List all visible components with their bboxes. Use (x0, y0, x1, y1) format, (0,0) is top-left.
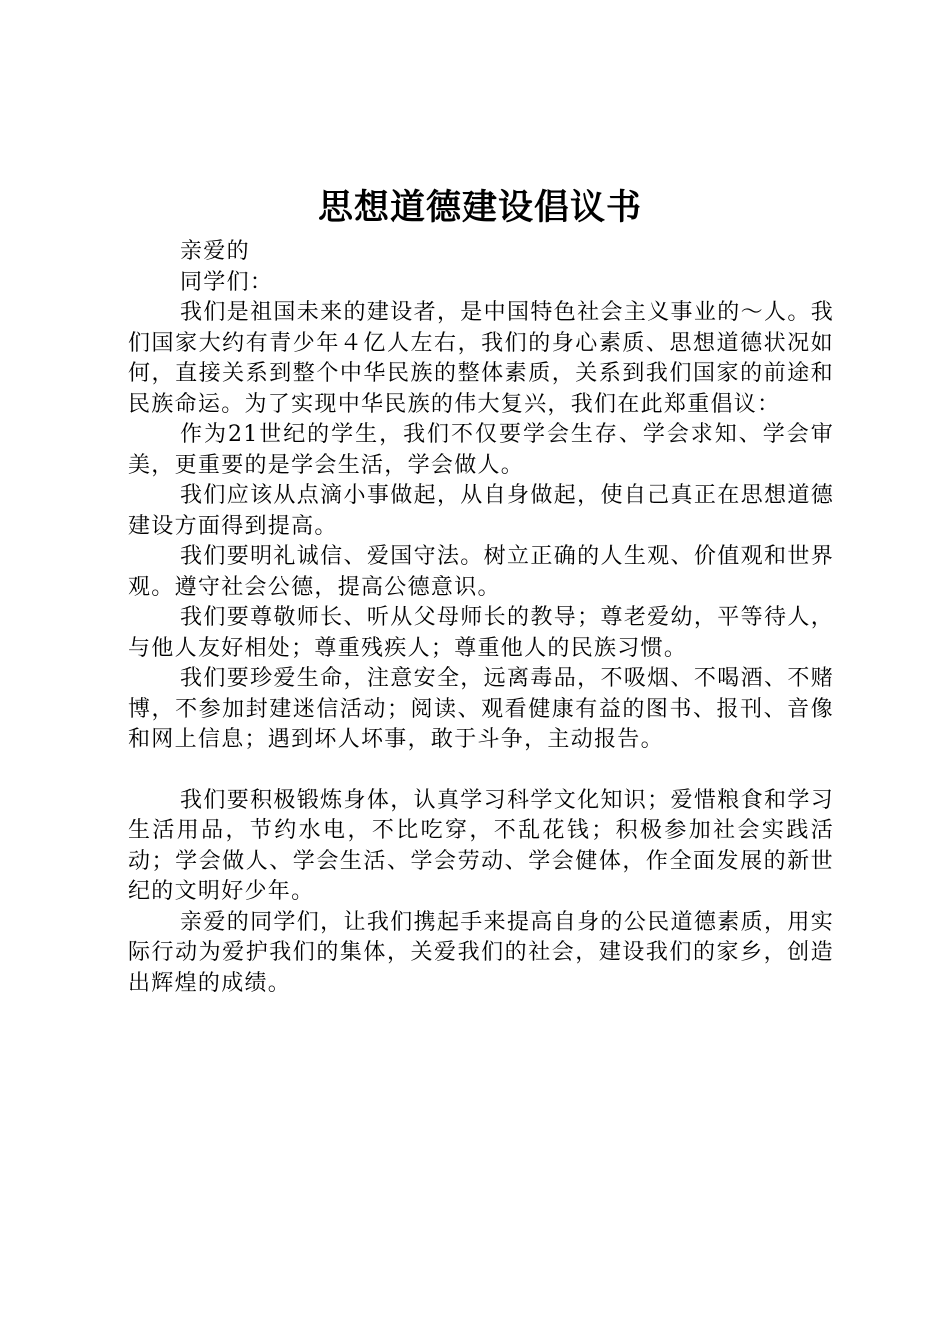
body-paragraph: 我们要积极锻炼身体，认真学习科学文化知识；爱惜粮食和学习生活用品，节约水电，不比吃穿，不乱花钱；积极参加社会实践活动；学会做人、学会生活、学会劳动、学会健体，作全面发展的新世纪的文明好少年。 (128, 787, 834, 904)
document-body (128, 237, 834, 999)
closing-paragraph: 亲爱的同学们，让我们携起手来提高自身的公民道德素质，用实际行动为爱护我们的集体，关爱我们的社会，建设我们的家乡，创造出辉煌的成绩。 (128, 909, 834, 996)
body-paragraph: 作为21世纪的学生，我们不仅要学会生存、学会求知、学会审美，更重要的是学会生活，学会做人。 (128, 422, 834, 478)
body-paragraph: 我们是祖国未来的建设者，是中国特色社会主义事业的～人。我们国家大约有青少年４亿人左右，我们的身心素质、思想道德状况如何，直接关系到整个中华民族的整体素质，关系到我们国家的前途和民族命运。为了实现中华民族的伟大复兴，我们在此郑重倡议： (128, 300, 834, 417)
body-paragraph: 我们要明礼诚信、爱国守法。树立正确的人生观、价值观和世界观。遵守社会公德，提高公德意识。 (128, 544, 834, 600)
body-paragraph: 我们要尊敬师长、听从父母师长的教导；尊老爱幼，平等待人，与他人友好相处；尊重残疾人；尊重他人的民族习惯。 (128, 605, 834, 661)
salutation-line-1: 亲爱的 (180, 239, 250, 264)
body-paragraph: 我们应该从点滴小事做起，从自身做起，使自己真正在思想道德建设方面得到提高。 (128, 483, 834, 539)
body-paragraph: 我们要珍爱生命，注意安全，远离毒品，不吸烟、不喝酒、不赌博，不参加封建迷信活动；阅读、观看健康有益的图书、报刊、音像和网上信息；遇到坏人坏事，敢于斗争，主动报告。 (128, 666, 834, 752)
salutation-line-2: 同学们： (180, 269, 274, 295)
document-title: 思想道德建设倡议书 (317, 187, 642, 228)
